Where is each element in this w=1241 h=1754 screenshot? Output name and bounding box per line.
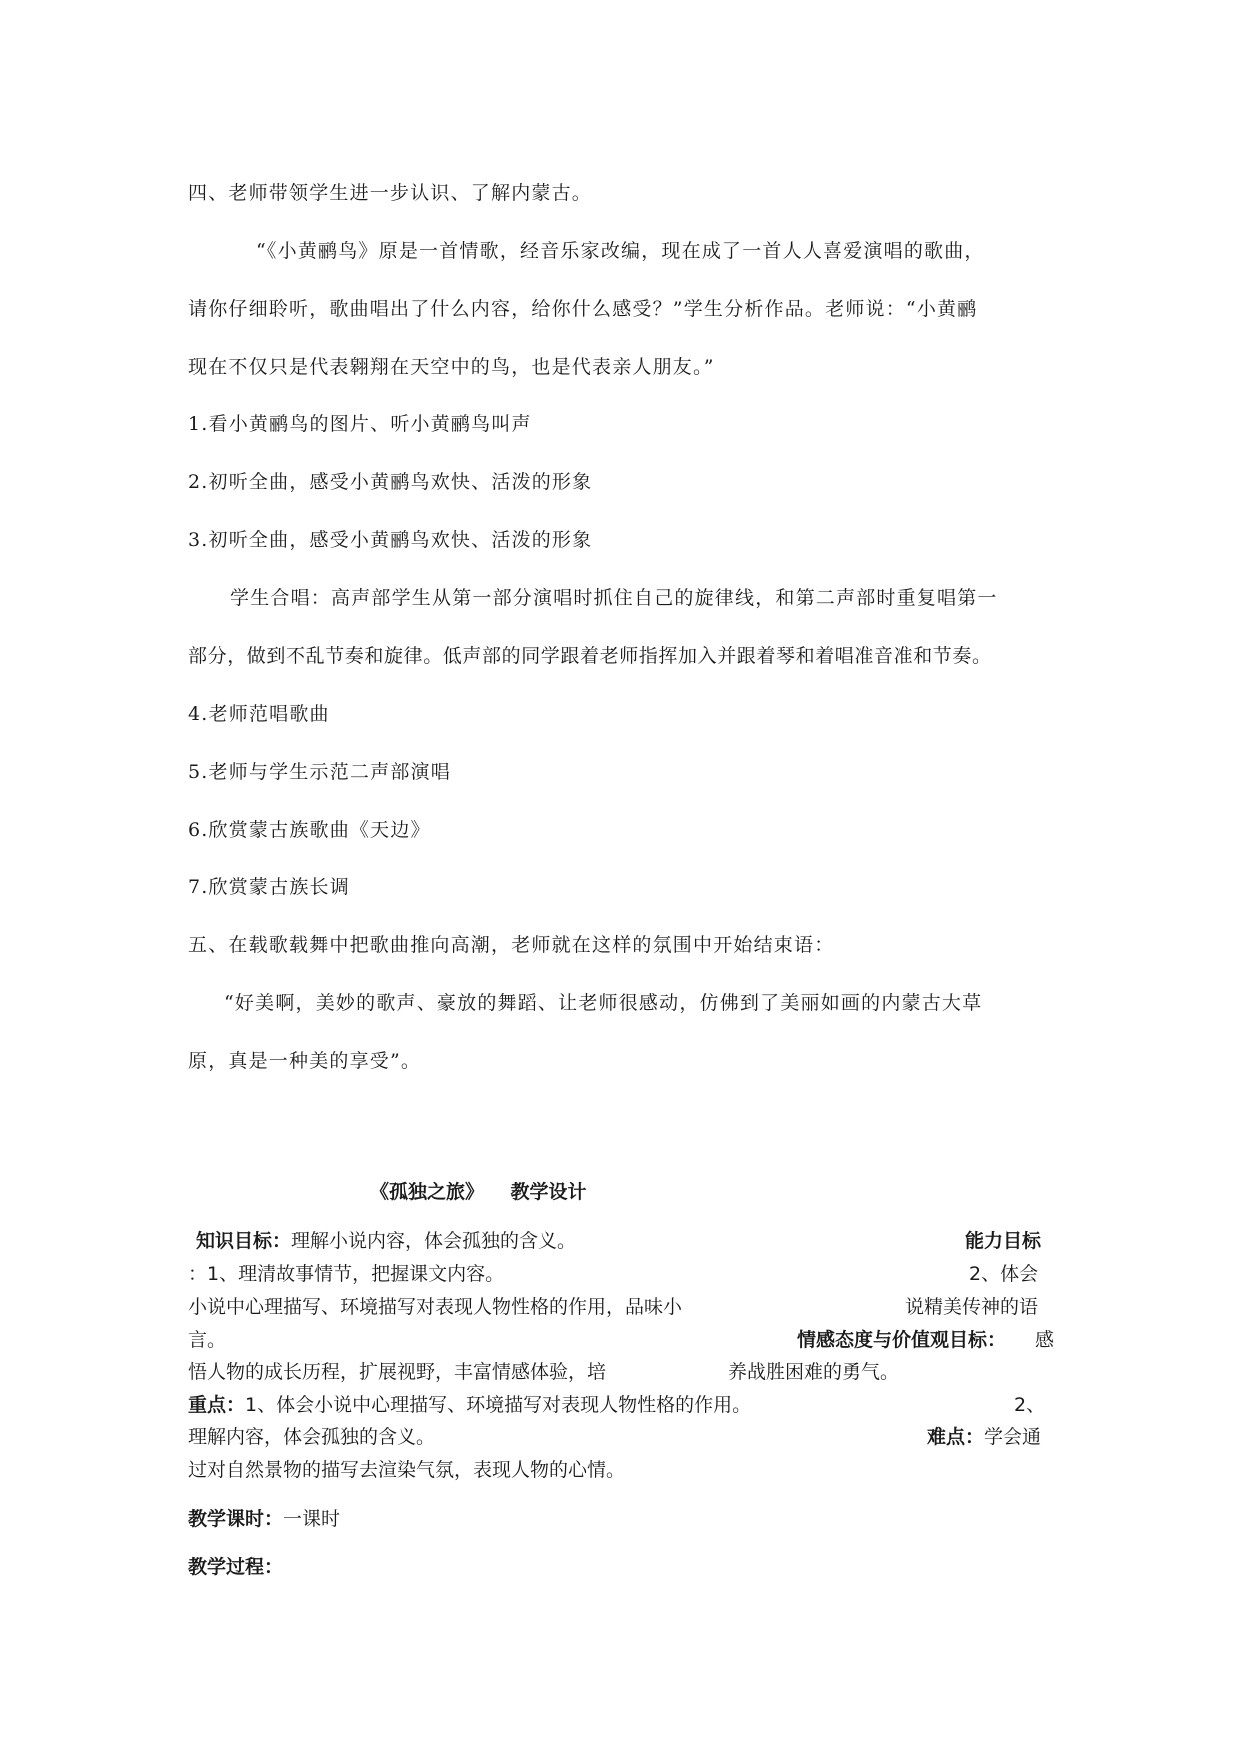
class-hours xyxy=(188,1504,340,1531)
difficulty xyxy=(927,1422,1041,1449)
list-item: 1.看小黄鹂鸟的图片、听小黄鹂鸟叫声 xyxy=(188,413,532,435)
paragraph-line: “《小黄鹂鸟》原是一首情歌，经音乐家改编，现在成了一首人人喜爱演唱的歌曲， xyxy=(256,240,985,262)
knowledge-goal-text: 理解小说内容，体会孤独的含义。 xyxy=(291,1230,577,1252)
key-point-label: 重点： xyxy=(188,1394,246,1416)
ability-goal-item-two: 2、体会 xyxy=(969,1263,1039,1285)
list-item: 7.欣赏蒙古族长调 xyxy=(188,876,350,898)
ability-goal-label: 能力目标 xyxy=(965,1230,1042,1252)
knowledge-goal-label: 知识目标： xyxy=(196,1230,292,1252)
paragraph-line: 部分，做到不乱节奏和旋律。低声部的同学跟着老师指挥加入并跟着琴和着唱准音准和节奏。 xyxy=(188,645,992,667)
list-item: 3.初听全曲，感受小黄鹂鸟欢快、活泼的形象 xyxy=(188,529,593,551)
teaching-process-label: 教学过程： xyxy=(188,1556,284,1578)
difficulty-text: 过对自然景物的描写去渲染气氛，表现人物的心情。 xyxy=(188,1459,626,1481)
design-title: 《孤独之旅》 教学设计 xyxy=(370,1181,587,1203)
key-point-item-two: 2、 xyxy=(1014,1394,1046,1416)
emotion-goal-text: 悟人物的成长历程，扩展视野，丰富情感体验，培 xyxy=(188,1361,607,1383)
paragraph-line: 原，真是一种美的享受”。 xyxy=(188,1050,422,1072)
ability-goal-text: 言。 xyxy=(188,1329,227,1351)
difficulty-label: 难点： xyxy=(927,1426,985,1448)
list-item: 4.老师范唱歌曲 xyxy=(188,703,330,725)
difficulty-text: 学会通 xyxy=(984,1426,1042,1448)
emotion-goal-text: 感 xyxy=(1035,1329,1055,1351)
list-item: 2.初听全曲，感受小黄鹂鸟欢快、活泼的形象 xyxy=(188,471,593,493)
paragraph-line: 请你仔细聆听，歌曲唱出了什么内容，给你什么感受？”学生分析作品。老师说：“小黄鹂 xyxy=(188,298,978,320)
paragraph-line: 现在不仅只是代表翱翔在天空中的鸟，也是代表亲人朋友。” xyxy=(188,356,715,378)
emotion-goal-label: 情感态度与价值观目标： xyxy=(797,1329,1007,1351)
paragraph-line: “好美啊，美妙的歌声、豪放的舞蹈、让老师很感动，仿佛到了美丽如画的内蒙古大草 xyxy=(224,992,983,1014)
ability-goal-text: 小说中心理描写、环境描写对表现人物性格的作用，品味小 xyxy=(188,1296,683,1318)
list-item: 6.欣赏蒙古族歌曲《天边》 xyxy=(188,819,431,841)
ability-goal-text: 说精美传神的语 xyxy=(905,1296,1039,1318)
class-hours-label: 教学课时： xyxy=(188,1508,284,1530)
ability-goal-text: ：1、理清故事情节，把握课文内容。 xyxy=(188,1263,505,1285)
key-point-text: 1、体会小说中心理描写、环境描写对表现人物性格的作用。 xyxy=(245,1394,752,1416)
key-point xyxy=(188,1390,751,1417)
section-five-heading: 五、在载歌载舞中把歌曲推向高潮，老师就在这样的氛围中开始结束语： xyxy=(188,934,835,956)
paragraph-line: 学生合唱：高声部学生从第一部分演唱时抓住自己的旋律线，和第二声部时重复唱第一 xyxy=(230,587,998,609)
emotion-goal-text: 养战胜困难的勇气。 xyxy=(728,1361,900,1383)
list-item: 5.老师与学生示范二声部演唱 xyxy=(188,761,451,783)
key-point-text: 理解内容，体会孤独的含义。 xyxy=(188,1426,436,1448)
class-hours-text: 一课时 xyxy=(283,1508,341,1530)
section-four-heading: 四、老师带领学生进一步认识、了解内蒙古。 xyxy=(188,182,593,204)
knowledge-goal xyxy=(196,1226,576,1253)
